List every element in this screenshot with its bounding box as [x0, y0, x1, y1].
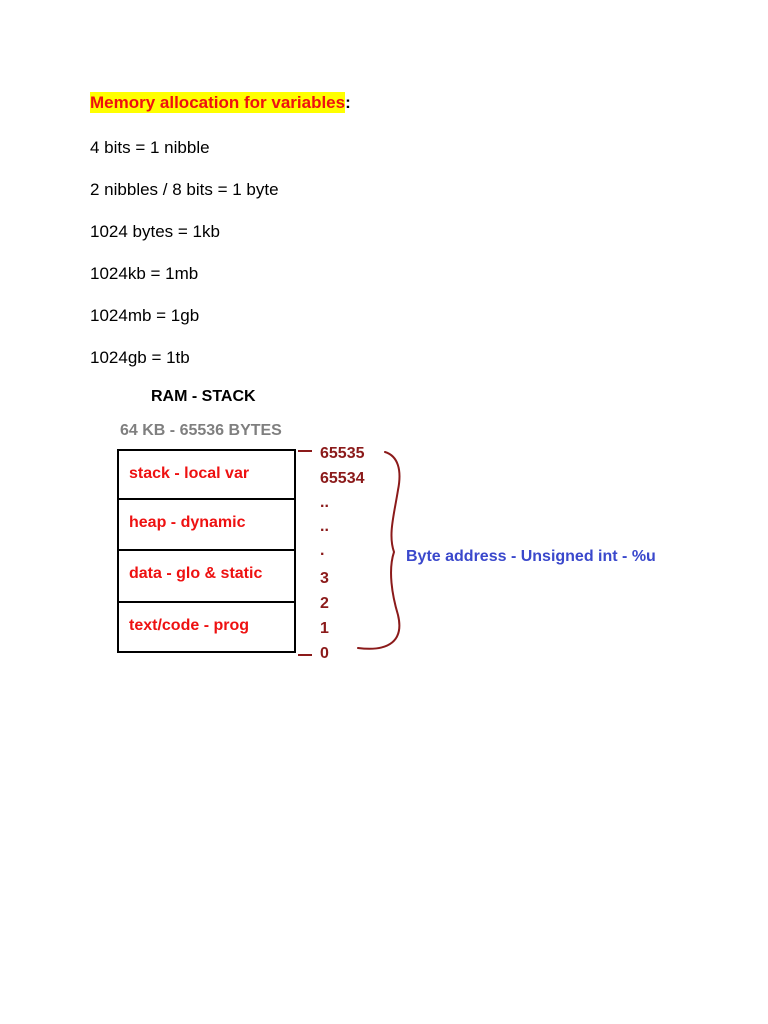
address-2: 2: [320, 595, 329, 612]
address-1: 1: [320, 620, 329, 637]
unit-line-tb: 1024gb = 1tb: [90, 348, 190, 367]
unit-line-mb: 1024kb = 1mb: [90, 264, 199, 283]
segment-data-label: data - glo & static: [129, 565, 263, 582]
segment-heap-label: heap - dynamic: [129, 514, 246, 531]
address-0: 0: [320, 645, 329, 662]
segment-data: [119, 551, 294, 603]
segment-text-label: text/code - prog: [129, 617, 250, 634]
address-top: 65535: [320, 445, 365, 462]
ram-title: RAM - STACK: [151, 388, 256, 405]
segment-text: [119, 603, 294, 653]
byte-address-label: Byte address - Unsigned int - %u: [406, 548, 656, 565]
address-ellipsis-1: ..: [320, 494, 329, 511]
address-second: 65534: [320, 470, 365, 487]
heading-highlight: Memory allocation for variables: [90, 93, 346, 112]
address-3: 3: [320, 570, 329, 587]
ram-size: 64 KB - 65536 BYTES: [120, 422, 282, 439]
segment-stack-label: stack - local var: [129, 465, 250, 482]
segment-stack: [119, 451, 294, 500]
address-ellipsis-2: ..: [320, 518, 329, 535]
memory-layout-table: [117, 449, 296, 653]
page-heading: [90, 93, 351, 113]
unit-line-gb: 1024mb = 1gb: [90, 306, 200, 325]
heading-colon: :: [345, 93, 351, 112]
unit-line-nibble: 4 bits = 1 nibble: [90, 138, 210, 157]
unit-line-byte: 2 nibbles / 8 bits = 1 byte: [90, 180, 279, 199]
address-ellipsis-3: .: [320, 542, 325, 559]
segment-heap: [119, 500, 294, 551]
unit-line-kb: 1024 bytes = 1kb: [90, 222, 220, 241]
